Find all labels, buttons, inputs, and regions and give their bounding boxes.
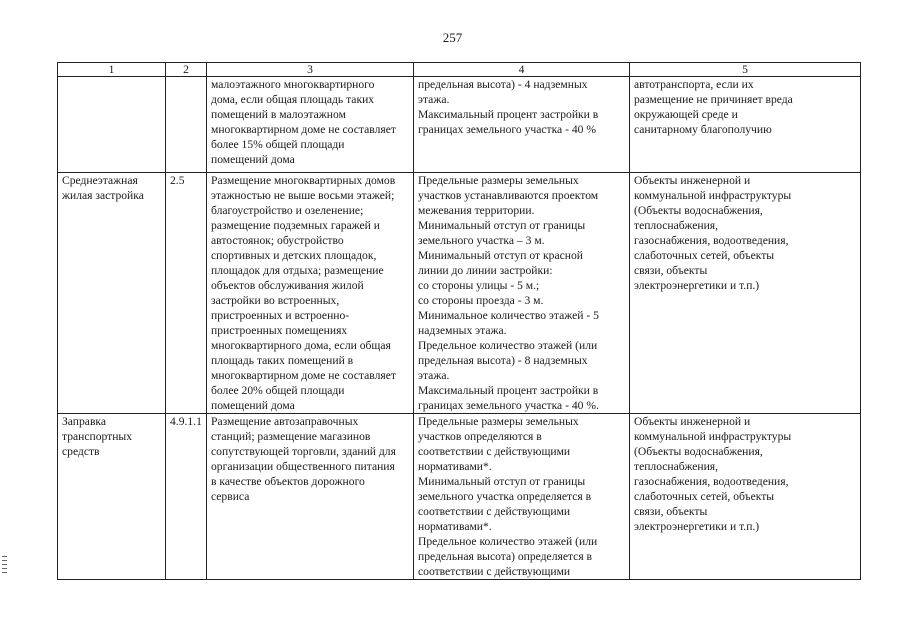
cell-text-line: Предельное количество этажей (или (418, 339, 598, 352)
cell-text-line: Предельные размеры земельных (418, 174, 579, 187)
cell-text-line: со стороны улицы - 5 м.; (418, 279, 540, 292)
cell-text-line: размещение не причиняет вреда (634, 93, 793, 106)
cell-text-line: нормативами*. (418, 460, 492, 473)
code-cell (166, 414, 207, 580)
margin-marks (2, 556, 7, 576)
cell-text-line: надземных этажа. (418, 324, 507, 337)
cell-text-line: связи, объекты (634, 505, 708, 518)
cell-text-line: транспортных (62, 430, 133, 443)
header-col-2: 2 (166, 63, 207, 77)
cell-text-line: размещение подземных гаражей и (211, 219, 380, 232)
cell-text-line: Минимальный отступ от границы (418, 219, 586, 232)
use-type-cell (58, 77, 166, 173)
page-number: 257 (442, 30, 463, 45)
cell-text-line: этажа. (418, 93, 450, 106)
table-row (58, 77, 861, 173)
cell-text-line: Предельные размеры земельных (418, 415, 579, 428)
parameters-cell (414, 414, 630, 580)
cell-text-line: границах земельного участка - 40 %. (418, 399, 599, 412)
auxiliary-uses-cell (630, 77, 861, 173)
cell-text-line: коммунальной инфраструктуры (634, 430, 792, 443)
cell-text-line: связи, объекты (634, 264, 708, 277)
cell-text-line: предельная высота) - 8 надземных (418, 354, 588, 367)
cell-text-line: помещений в малоэтажном (211, 108, 346, 121)
auxiliary-uses-cell (630, 173, 861, 414)
cell-text-line: Минимальное количество этажей - 5 (418, 309, 599, 322)
cell-text-line: газоснабжения, водоотведения, (634, 475, 789, 488)
cell-text-line: Объекты инженерной и (634, 415, 751, 428)
cell-text-line: застройки во встроенных, (211, 294, 340, 307)
cell-text-line: пристроенных помещениях (211, 324, 348, 337)
cell-text-line: теплоснабжения, (634, 460, 719, 473)
cell-text-line: (Объекты водоснабжения, (634, 204, 763, 217)
cell-text-line: в качестве объектов дорожного (211, 475, 365, 488)
header-col-1: 1 (58, 63, 166, 77)
cell-text-line: электроэнергетики и т.п.) (634, 279, 760, 292)
zoning-table (57, 62, 861, 580)
parameters-cell (414, 77, 630, 173)
cell-text-line: Предельное количество этажей (или (418, 535, 598, 548)
header-col-3: 3 (207, 63, 414, 77)
use-type-cell (58, 414, 166, 580)
cell-text-line: соответствии с действующими (418, 445, 571, 458)
cell-text-line: Размещение многоквартирных домов (211, 174, 396, 187)
cell-text-line: благоустройство и озеленение; (211, 204, 364, 217)
cell-text-line: сервиса (211, 490, 250, 503)
auxiliary-uses-cell (630, 414, 861, 580)
cell-text-line: теплоснабжения, (634, 219, 719, 232)
cell-text-line: Размещение автозаправочных (211, 415, 359, 428)
cell-text-line: окружающей среде и (634, 108, 738, 121)
cell-text-line: более 20% общей площади (211, 384, 345, 397)
cell-text-line: Максимальный процент застройки в (418, 108, 599, 121)
cell-text-line: участков устанавливаются проектом (418, 189, 599, 202)
cell-text-line: 2.5 (170, 174, 185, 187)
use-type-cell (58, 173, 166, 414)
cell-text-line: спортивных и детских площадок, (211, 249, 377, 262)
cell-text-line: участков определяются в (418, 430, 542, 443)
cell-text-line: предельная высота) определяется в (418, 550, 593, 563)
cell-text-line: межевания территории. (418, 204, 535, 217)
cell-text-line: слаботочных сетей, объекты (634, 490, 775, 503)
cell-text-line: помещений дома (211, 153, 295, 166)
cell-text-line: этажностью не выше восьми этажей; (211, 189, 395, 202)
cell-text-line: соответствии с действующими (418, 565, 571, 578)
cell-text-line: дома, если общая площадь таких (211, 93, 375, 106)
cell-text-line: предельная высота) - 4 надземных (418, 78, 588, 91)
description-cell (207, 77, 414, 173)
description-cell (207, 414, 414, 580)
cell-text-line: слаботочных сетей, объекты (634, 249, 775, 262)
cell-text-line: многоквартирного дома, если общая (211, 339, 391, 352)
cell-text-line: средств (62, 445, 100, 458)
cell-text-line: границах земельного участка - 40 % (418, 123, 596, 136)
header-col-5: 5 (630, 63, 861, 77)
description-cell (207, 173, 414, 414)
table-row (58, 173, 861, 414)
cell-text-line: линии до линии застройки: (418, 264, 553, 277)
cell-text-line: многоквартирном доме не составляет (211, 123, 396, 136)
cell-text-line: малоэтажного многоквартирного (211, 78, 375, 91)
cell-text-line: объектов обслуживания жилой (211, 279, 364, 292)
cell-text-line: со стороны проезда - 3 м. (418, 294, 544, 307)
cell-text-line: соответствии с действующими (418, 505, 571, 518)
cell-text-line: этажа. (418, 369, 450, 382)
cell-text-line: коммунальной инфраструктуры (634, 189, 792, 202)
cell-text-line: Минимальный отступ от границы (418, 475, 586, 488)
cell-text-line: Заправка (62, 415, 107, 428)
code-cell (166, 173, 207, 414)
cell-text-line: электроэнергетики и т.п.) (634, 520, 760, 533)
cell-text-line: более 15% общей площади (211, 138, 345, 151)
cell-text-line: (Объекты водоснабжения, (634, 445, 763, 458)
header-row (58, 63, 861, 77)
cell-text-line: Максимальный процент застройки в (418, 384, 599, 397)
cell-text-line: земельного участка определяется в (418, 490, 592, 503)
cell-text-line: организации общественного питания (211, 460, 395, 473)
cell-text-line: Среднеэтажная (62, 174, 138, 187)
cell-text-line: помещений дома (211, 399, 295, 412)
cell-text-line: площадь таких помещений в (211, 354, 354, 367)
cell-text-line: санитарному благополучию (634, 123, 772, 136)
code-cell (166, 77, 207, 173)
cell-text-line: площадок для отдыха; размещение (211, 264, 384, 277)
parameters-cell (414, 173, 630, 414)
cell-text-line: сопутствующей торговли, зданий для (211, 445, 396, 458)
cell-text-line: газоснабжения, водоотведения, (634, 234, 789, 247)
header-col-4: 4 (414, 63, 630, 77)
cell-text-line: Минимальный отступ от красной (418, 249, 583, 262)
cell-text-line: многоквартирном доме не составляет (211, 369, 396, 382)
cell-text-line: 4.9.1.1 (170, 415, 202, 428)
cell-text-line: автотранспорта, если их (634, 78, 754, 91)
cell-text-line: нормативами*. (418, 520, 492, 533)
cell-text-line: станций; размещение магазинов (211, 430, 371, 443)
cell-text-line: пристроенных и встроенно- (211, 309, 350, 322)
cell-text-line: Объекты инженерной и (634, 174, 751, 187)
cell-text-line: жилая застройка (62, 189, 144, 202)
table-row (58, 414, 861, 580)
cell-text-line: автостоянок; обустройство (211, 234, 344, 247)
cell-text-line: земельного участка – 3 м. (418, 234, 545, 247)
